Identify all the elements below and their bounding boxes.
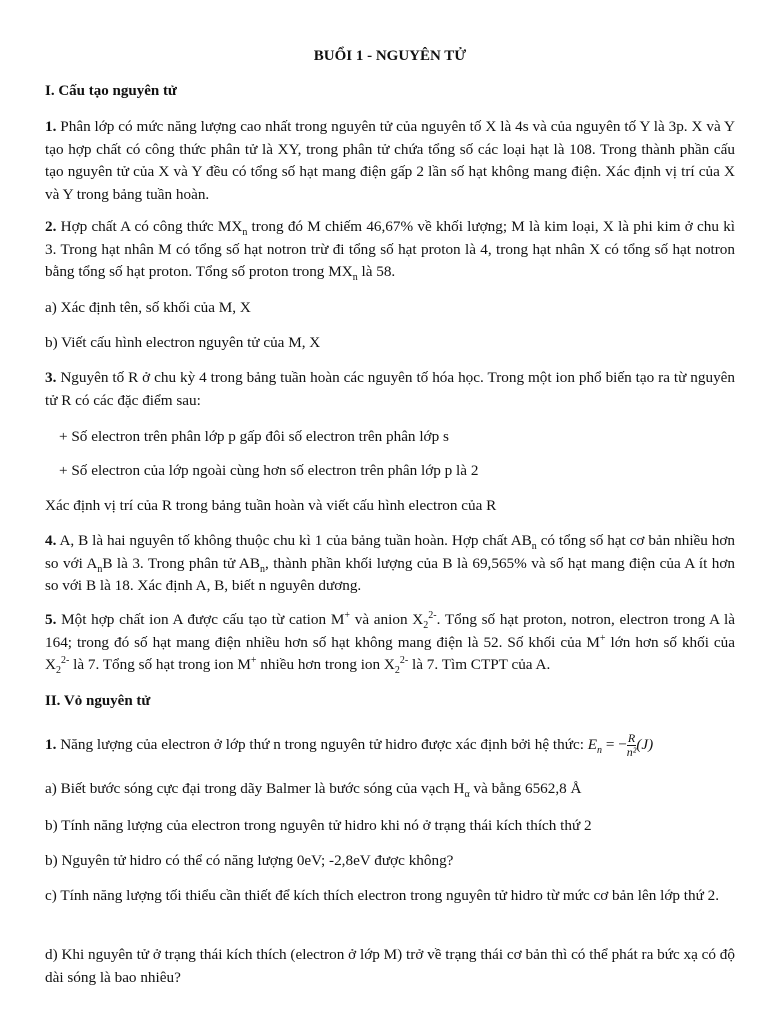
problem-3-question: Xác định vị trí của R trong bảng tuần hoàn và viết cấu hình electron của R — [45, 497, 497, 514]
problem-5 — [45, 609, 735, 677]
subscript: 2 — [394, 665, 400, 677]
question-1d: d) Khi nguyên tử ở trạng thái kích thích (electron ở lớp M) trở về trạng thái cơ bản thì có thể phát ra bức xạ có độ dài sóng là bao nhiêu? — [45, 946, 735, 986]
problem-text: Phân lớp có mức năng lượng cao nhất trong nguyên tử của nguyên tố X là 4s và của nguyên tố Y là 3p. X và Y tạo hợp chất có công thức phân tử là XY, trong phân tử chứa tổng số các loại hạt là 108. Trong thành phần cấu tạo nguyên tử của X và Y đều có tổng số hạt mang điện gấp 2 lần số hạt không mang điện. Xác định vị trí của X và Y trong bảng tuần hoàn. — [45, 118, 735, 203]
problem-text: là 58. — [357, 263, 396, 281]
problem-4 — [45, 530, 735, 598]
formula-fraction — [627, 732, 637, 759]
question-1b-second: b) Nguyên tử hidro có thể có năng lượng 0eV; -2,8eV được không? — [45, 852, 454, 869]
problem-text: Nguyên tố R ở chu kỳ 4 trong bảng tuần hoàn các nguyên tố hóa học. Trong một ion phổ biến tạo ra từ nguyên tử R có các đặc điểm sau: — [45, 369, 735, 409]
problem-number: 4. — [45, 532, 57, 549]
subscript: n — [531, 541, 537, 553]
formula-denominator: n² — [626, 745, 637, 759]
question-number: 1. — [45, 735, 57, 753]
superscript: + — [250, 655, 257, 667]
problem-text: , thành phần khối lượng của B là 69,565% và số hạt mang điện của A ít hơn so với B là 18. Xác định A, B, biết n nguyên dương. — [45, 554, 736, 595]
section-heading-shell: II. Vỏ nguyên tử — [45, 693, 151, 709]
problem-text: nhiều hơn trong ion X — [256, 656, 395, 674]
superscript: + — [344, 609, 350, 621]
subscript: n — [260, 563, 265, 575]
question-1a — [45, 778, 735, 800]
problem-text: . Tổng số hạt proton, notron, electron trong A là 164; trong đó số hạt mang điện nhiều hơn số hạt không mang điện là 52. Số khối của M — [45, 611, 735, 651]
problem-1 — [45, 116, 735, 206]
question-1c: c) Tính năng lượng tối thiểu cần thiết để kích thích electron trong nguyên tử hidro từ mức cơ bản lên lớp thứ 2. — [45, 887, 720, 904]
problem-text: là 7. Tìm CTPT của A. — [408, 656, 551, 674]
problem-3-condition-1: + Số electron trên phân lớp p gấp đôi số electron trên phân lớp s — [59, 428, 449, 445]
question-text: Năng lượng của electron ở lớp thứ n trong nguyên tử hidro được xác định bởi hệ thức: — [56, 735, 588, 753]
formula-unit: (J) — [636, 735, 654, 753]
problem-3 — [45, 367, 735, 412]
problem-2b: b) Viết cấu hình electron nguyên tử của M, X — [45, 334, 321, 351]
problem-text: là 7. Tổng số hạt trong ion M — [69, 656, 251, 674]
problem-text: B là 3. Trong phân tử AB — [102, 554, 260, 572]
energy-formula — [588, 732, 653, 759]
question-1 — [45, 732, 735, 759]
subscript: n — [97, 563, 103, 575]
problem-number: 1. — [45, 118, 57, 135]
problem-2a: a) Xác định tên, số khối của M, X — [45, 299, 251, 316]
subscript: n — [352, 272, 358, 284]
problem-text: Một hợp chất ion A được cấu tạo từ cation M — [56, 611, 345, 628]
formula-lhs: E — [587, 735, 598, 753]
page-title: BUỔI 1 - NGUYÊN TỬ — [313, 48, 467, 64]
problem-number: 2. — [45, 218, 57, 235]
problem-number: 3. — [45, 369, 57, 386]
question-text: và bằng 6562,8 Å — [469, 780, 582, 797]
section-heading-structure: I. Cấu tạo nguyên tử — [45, 83, 177, 99]
question-text: a) Biết bước sóng cực đại trong dãy Balmer là bước sóng của vạch H — [45, 780, 465, 797]
subscript: 2 — [55, 665, 61, 677]
problem-text: A, B là hai nguyên tố không thuộc chu kì 1 của bảng tuần hoàn. Hợp chất AB — [56, 532, 532, 549]
problem-2 — [45, 216, 735, 284]
subscript: n — [242, 227, 248, 239]
superscript: + — [599, 632, 606, 644]
problem-text: có tổng số hạt cơ bản nhiều hơn so với A — [45, 532, 735, 572]
problem-text: Hợp chất A có công thức MX — [56, 218, 243, 235]
formula-equals: = − — [602, 735, 627, 753]
problem-3-condition-2: + Số electron của lớp ngoài cùng hơn số electron trên phân lớp p là 2 — [59, 462, 479, 479]
formula-numerator: R — [627, 731, 636, 745]
superscript: 2- — [399, 655, 409, 667]
question-1b: b) Tính năng lượng của electron trong nguyên tử hidro khi nó ở trạng thái kích thích thứ 2 — [45, 817, 592, 834]
subscript: α — [464, 789, 470, 801]
problem-text: lớn hơn số khối của X — [45, 633, 735, 674]
problem-number: 5. — [45, 611, 57, 628]
subscript: 2 — [423, 620, 429, 632]
problem-text: trong đó M chiếm 46,67% về khối lượng; M là kim loại, X là phi kim ở chu kì 3. Trong hạt nhân M có tổng số hạt notron trừ đi tổng số hạt proton là 4, trong hạt nhân X có tổng số hạt notron bằng tổng số hạt proton. Tổng số proton trong MX — [45, 218, 736, 281]
superscript: 2- — [428, 609, 437, 621]
superscript: 2- — [60, 655, 70, 667]
problem-text: và anion X — [349, 611, 424, 628]
formula-subscript: n — [597, 745, 603, 757]
